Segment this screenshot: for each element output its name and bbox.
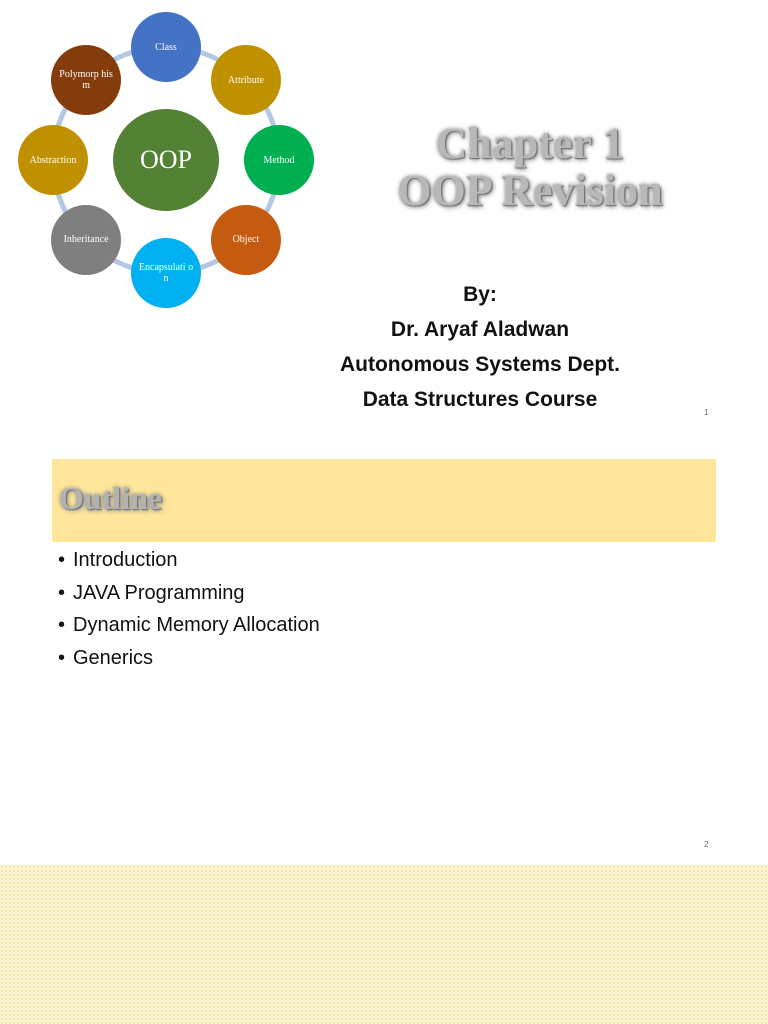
list-item-text: Dynamic Memory Allocation	[73, 614, 320, 636]
slide-number: 2	[704, 840, 709, 849]
bullet-icon: •	[58, 646, 66, 669]
concept-node-class: Class	[131, 12, 201, 82]
course-name: Data Structures Course	[362, 388, 598, 411]
chapter-title: Chapter 1	[435, 119, 625, 168]
chapter-subtitle: OOP Revision	[397, 166, 663, 215]
slide-3-partial	[0, 865, 768, 1024]
outline-list	[58, 544, 320, 674]
concept-node-object: Object	[211, 205, 281, 275]
outline-header-bar	[52, 459, 716, 542]
list-item	[58, 577, 320, 610]
department-name: Autonomous Systems Dept.	[339, 353, 621, 376]
oop-center-node: OOP	[113, 109, 219, 211]
outline-heading: Outline	[59, 480, 163, 516]
by-label: By:	[463, 283, 497, 306]
concept-node-method: Method	[244, 125, 314, 195]
list-item	[58, 642, 320, 675]
bullet-icon: •	[58, 614, 66, 636]
list-item-text: Introduction	[73, 549, 178, 571]
bullet-icon: •	[58, 549, 66, 571]
concept-node-inheritance: Inheritance	[51, 205, 121, 275]
concept-node-encapsulation: Encapsulati on	[131, 238, 201, 308]
concept-node-abstraction: Abstraction	[18, 125, 88, 195]
slide-1	[0, 0, 768, 430]
author-name: Dr. Aryaf Aladwan	[390, 318, 570, 341]
concept-node-attribute: Attribute	[211, 45, 281, 115]
list-item-text: Generics	[73, 646, 154, 669]
list-item	[58, 544, 320, 577]
concept-node-polymorphism: Polymorp hism	[51, 45, 121, 115]
slide-number: 1	[704, 408, 709, 417]
list-item-text: JAVA Programming	[73, 581, 245, 604]
bullet-icon: •	[58, 581, 66, 604]
slide-2	[0, 430, 768, 863]
list-item	[58, 609, 320, 642]
